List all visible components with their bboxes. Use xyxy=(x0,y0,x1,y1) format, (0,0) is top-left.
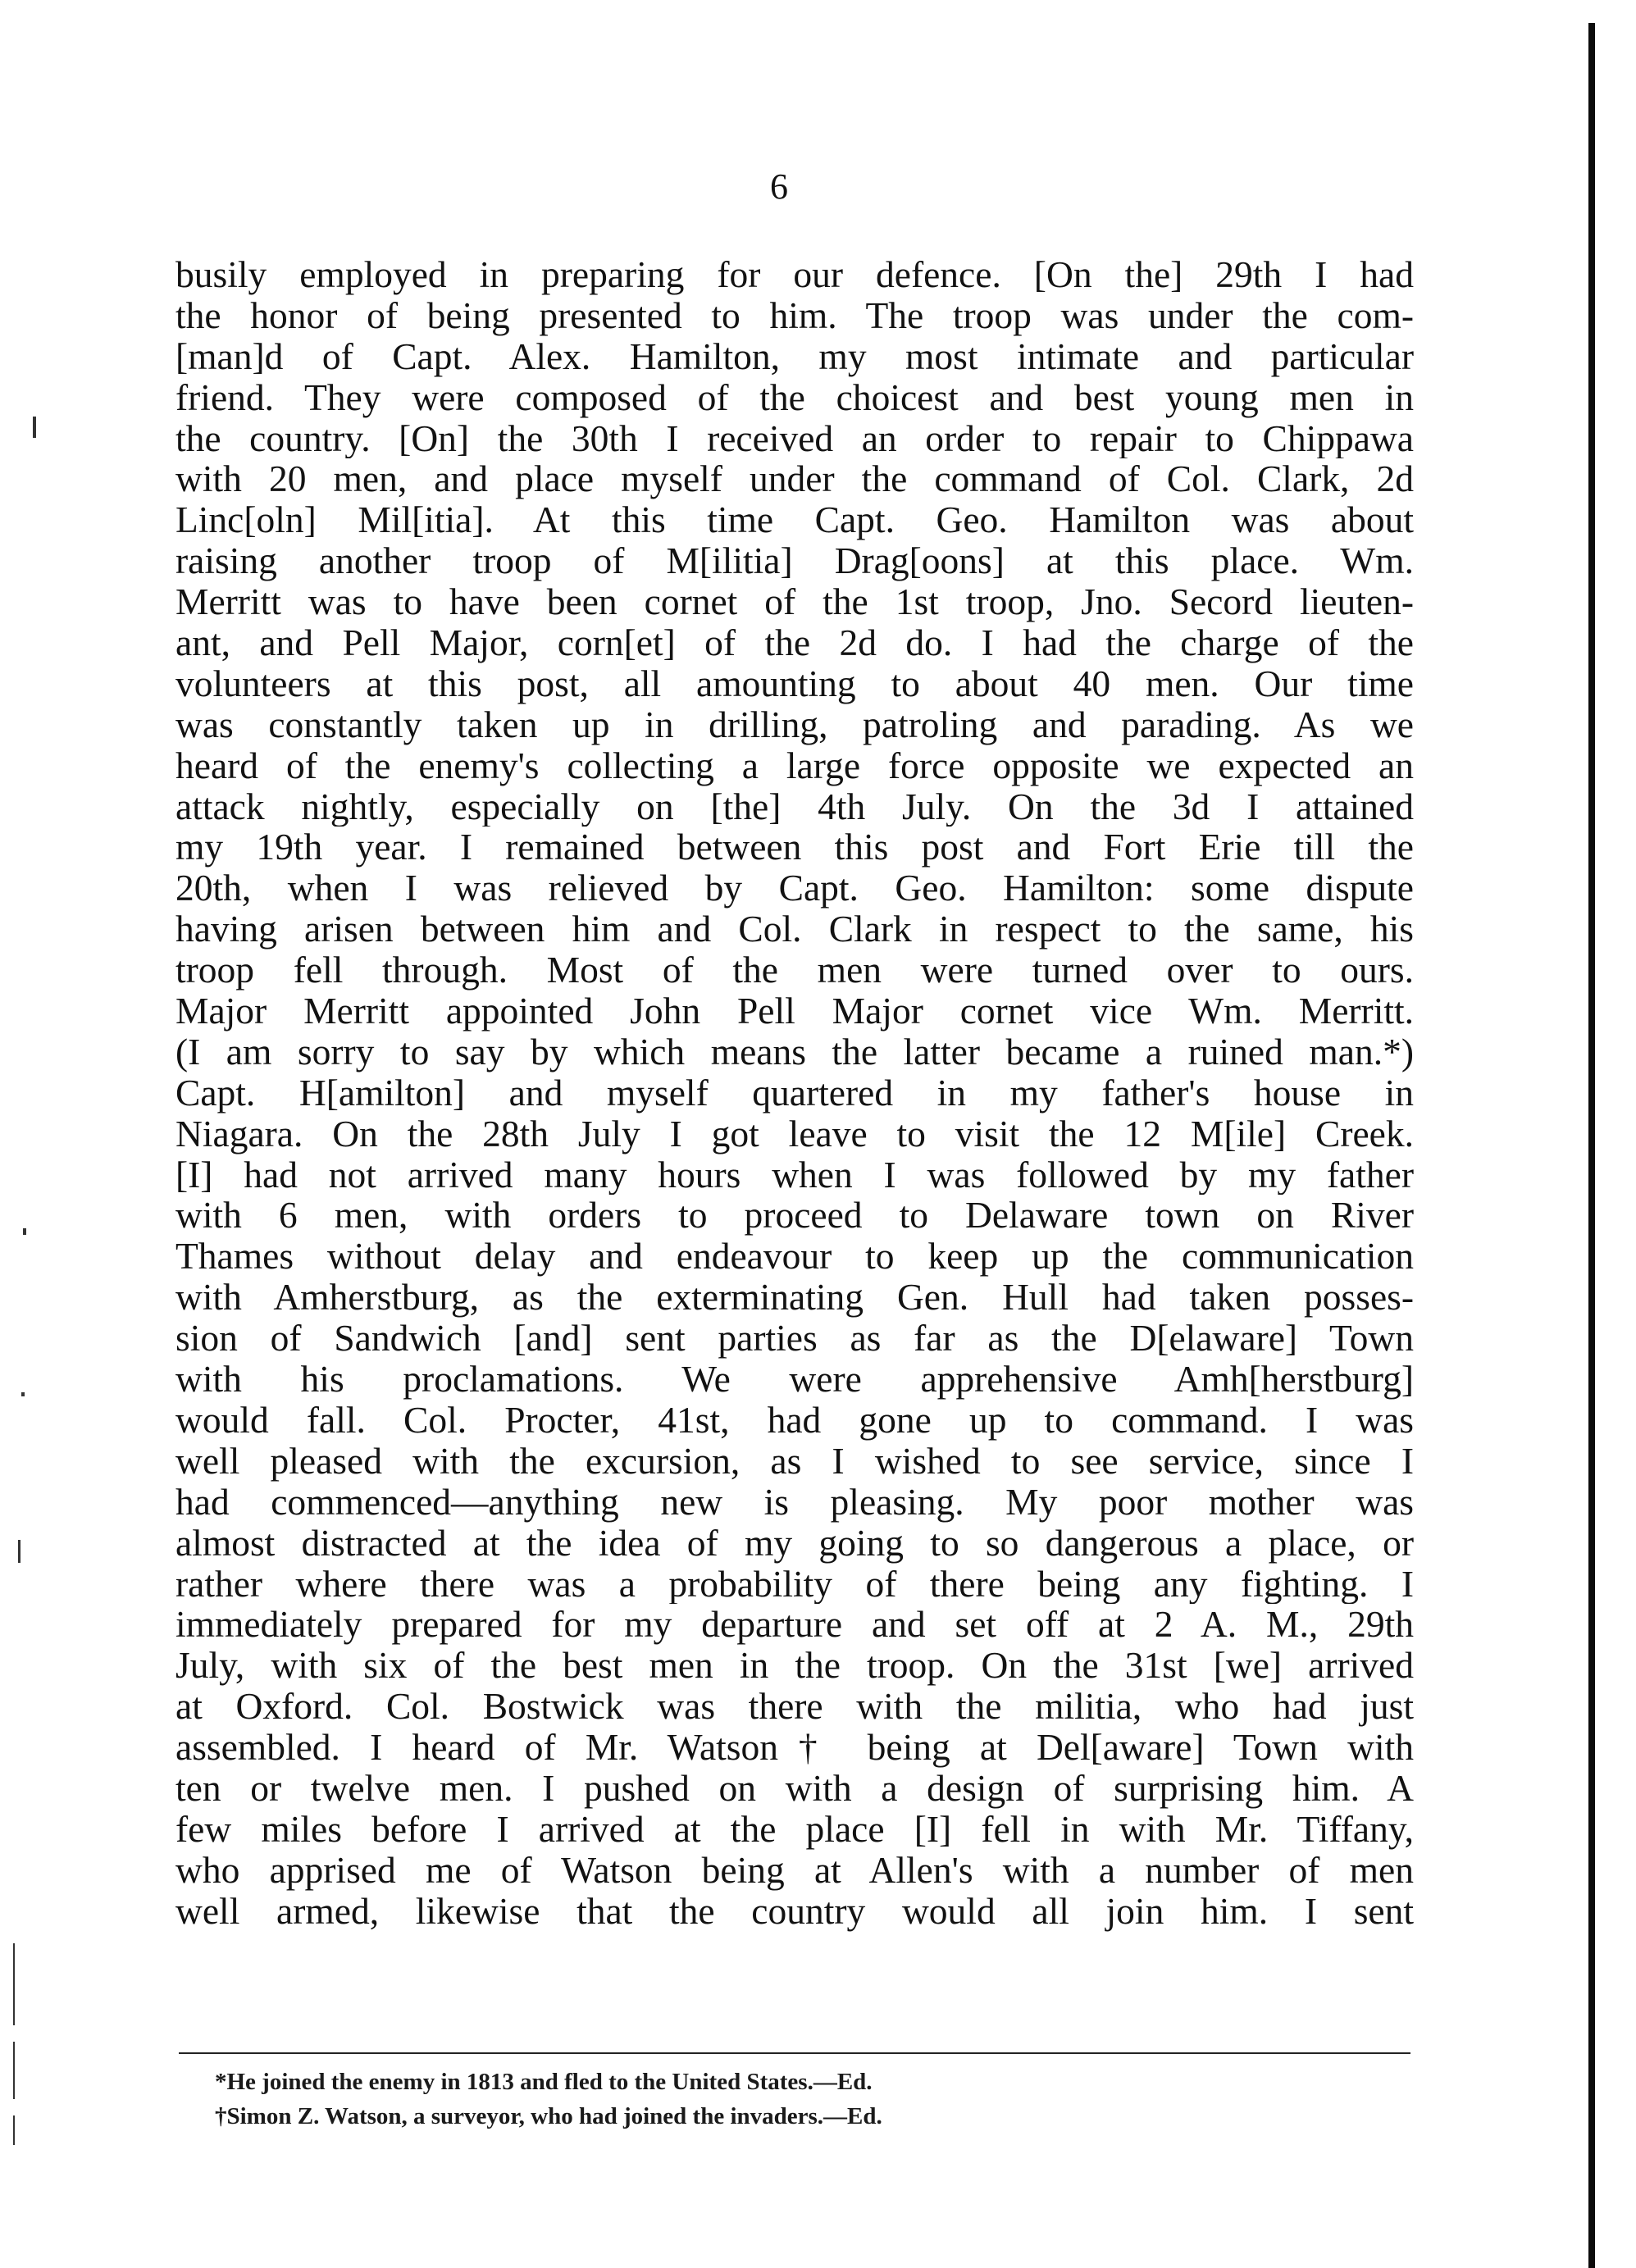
scan-speck xyxy=(21,1392,25,1396)
scan-speck xyxy=(13,2115,15,2145)
text-line: had commenced—anything new is pleasing. My poor mother was xyxy=(175,1481,1414,1523)
text-line: Merritt was to have been cornet of the 1st troop, Jno. Secord lieuten- xyxy=(175,581,1414,623)
text-line: well pleased with the excursion, as I wished to see service, since I xyxy=(175,1440,1414,1482)
scan-speck xyxy=(23,1228,26,1235)
text-line: 20th, when I was relieved by Capt. Geo. Hamilton: some dispute xyxy=(175,868,1414,909)
text-line: July, with six of the best men in the troop. On the 31st [we] arrived xyxy=(175,1645,1414,1687)
scan-speck xyxy=(33,417,36,438)
text-line: ten or twelve men. I pushed on with a design of surprising him. A xyxy=(175,1767,1414,1809)
scan-speck xyxy=(13,2042,15,2099)
text-line: Thames without delay and endeavour to keep up the communication xyxy=(175,1236,1414,1277)
text-line: with Amherstburg, as the exterminating Gen. Hull had taken posses- xyxy=(175,1277,1414,1318)
text-line: immediately prepared for my departure and set off at 2 A. M., 29th xyxy=(175,1604,1414,1646)
text-line: my 19th year. I remained between this post and Fort Erie till the xyxy=(175,827,1414,868)
text-line: few miles before I arrived at the place [I] fell in with Mr. Tiffany, xyxy=(175,1808,1414,1850)
text-line: well armed, likewise that the country would all join him. I sent xyxy=(175,1890,1414,1932)
text-line: with 6 men, with orders to proceed to Delaware town on River xyxy=(175,1195,1414,1236)
page-number: 6 xyxy=(770,166,788,207)
footnotes xyxy=(215,2065,1404,2134)
text-line: having arisen between him and Col. Clark in respect to the same, his xyxy=(175,909,1414,950)
text-line: Linc[oln] Mil[itia]. At this time Capt. Geo. Hamilton was about xyxy=(175,499,1414,541)
footnote: †Simon Z. Watson, a surveyor, who had joined the invaders.—Ed. xyxy=(215,2103,882,2129)
text-line: rather where there was a probability of there being any fighting. I xyxy=(175,1563,1414,1605)
text-line: sion of Sandwich [and] sent parties as far as the D[elaware] Town xyxy=(175,1318,1414,1359)
text-line: almost distracted at the idea of my going to so dangerous a place, or xyxy=(175,1522,1414,1564)
text-line: ant, and Pell Major, corn[et] of the 2d do. I had the charge of the xyxy=(175,622,1414,663)
text-line: Major Merritt appointed John Pell Major cornet vice Wm. Merritt. xyxy=(175,991,1414,1032)
text-line: who apprised me of Watson being at Allen's with a number of men xyxy=(175,1849,1414,1891)
text-line: friend. They were composed of the choicest and best young men in xyxy=(175,376,1414,418)
text-line: with 20 men, and place myself under the command of Col. Clark, 2d xyxy=(175,458,1414,500)
text-line: (I am sorry to say by which means the latter became a ruined man.*) xyxy=(175,1031,1414,1073)
text-line: raising another troop of M[ilitia] Drag[oons] at this place. Wm. xyxy=(175,540,1414,582)
scan-speck xyxy=(18,1540,21,1563)
text-line: [man]d of Capt. Alex. Hamilton, my most intimate and particular xyxy=(175,335,1414,377)
text-line: Niagara. On the 28th July I got leave to visit the 12 M[ile] Creek. xyxy=(175,1113,1414,1154)
footnote-divider xyxy=(179,2052,1410,2054)
text-line: would fall. Col. Procter, 41st, had gone up to command. I was xyxy=(175,1399,1414,1441)
text-line: volunteers at this post, all amounting to about 40 men. Our time xyxy=(175,663,1414,704)
text-line: troop fell through. Most of the men were turned over to ours. xyxy=(175,950,1414,991)
text-line: [I] had not arrived many hours when I was followed by my father xyxy=(175,1154,1414,1195)
text-line: attack nightly, especially on [the] 4th July. On the 3d I attained xyxy=(175,786,1414,827)
body-text xyxy=(175,254,1414,1932)
text-line: the honor of being presented to him. The troop was under the com- xyxy=(175,294,1414,336)
text-line: assembled. I heard of Mr. Watson† being at Del[aware] Town with xyxy=(175,1727,1414,1768)
text-line: heard of the enemy's collecting a large force opposite we expected an xyxy=(175,745,1414,786)
text-line: with his proclamations. We were apprehensive Amh[herstburg] xyxy=(175,1359,1414,1400)
text-line: was constantly taken up in drilling, patroling and parading. As we xyxy=(175,704,1414,745)
text-line: at Oxford. Col. Bostwick was there with the militia, who had just xyxy=(175,1686,1414,1728)
scan-speck xyxy=(13,1943,15,2025)
footnote: *He joined the enemy in 1813 and fled to the United States.—Ed. xyxy=(215,2069,873,2095)
text-line: the country. [On] the 30th I received an order to repair to Chippawa xyxy=(175,417,1414,459)
text-line: busily employed in preparing for our defence. [On the] 29th I had xyxy=(175,254,1414,295)
page-edge-shadow xyxy=(1588,23,1595,2268)
text-line: Capt. H[amilton] and myself quartered in my father's house in xyxy=(175,1072,1414,1114)
